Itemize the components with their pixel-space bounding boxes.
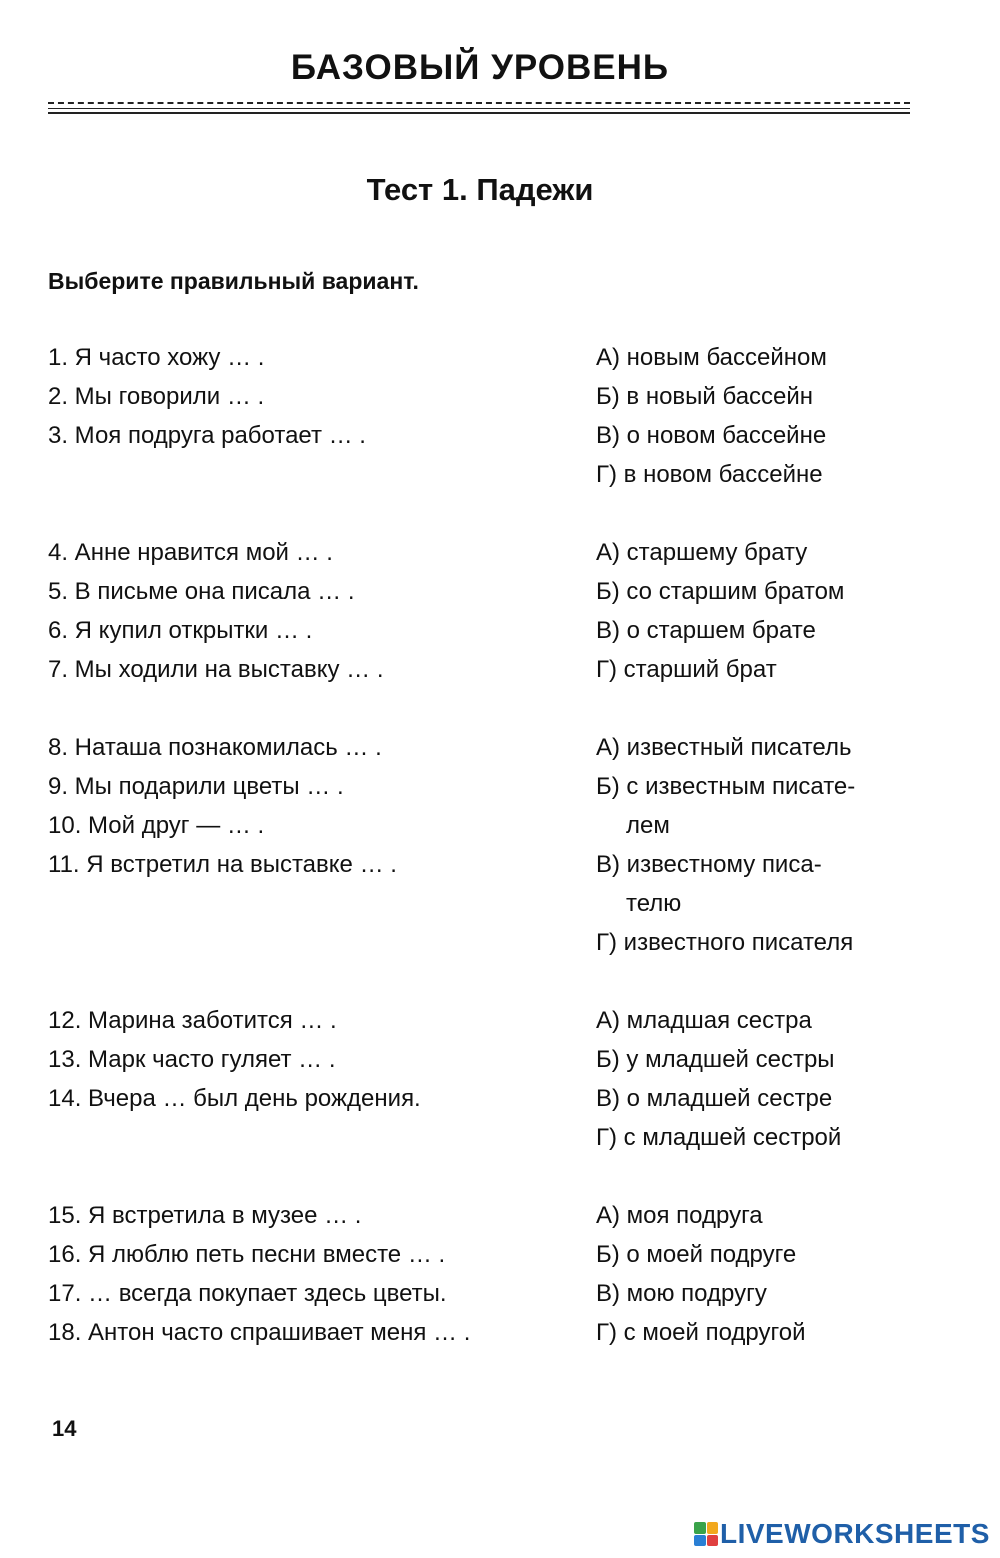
answer-option-text: Б) с известным писате- xyxy=(596,773,856,800)
answer-option[interactable]: А) моя подруга xyxy=(596,1202,763,1229)
header-rule-dashed xyxy=(48,102,910,104)
answer-option-text: В) известному писа- xyxy=(596,851,822,878)
answer-option[interactable]: Г) старший брат xyxy=(596,656,777,683)
test-title: Тест 1. Падежи xyxy=(366,172,594,207)
questions-list xyxy=(48,533,588,689)
answer-option[interactable]: Г) с моей подругой xyxy=(596,1319,806,1346)
liveworksheets-logo-icon xyxy=(694,1522,718,1546)
options-list xyxy=(596,728,926,962)
answer-option[interactable]: Г) с младшей сестрой xyxy=(596,1124,842,1151)
page-number: 14 xyxy=(52,1416,77,1441)
header-rule-thin xyxy=(48,108,910,109)
question-item: 12. Марина заботится … . xyxy=(48,1007,337,1034)
answer-option[interactable]: В) о старшем брате xyxy=(596,617,816,644)
question-item: 1. Я часто хожу … . xyxy=(48,344,265,371)
questions-list xyxy=(48,728,588,884)
questions-list xyxy=(48,338,588,455)
question-item: 15. Я встретила в музее … . xyxy=(48,1202,362,1229)
question-item: 13. Марк часто гуляет … . xyxy=(48,1046,336,1073)
logo-square xyxy=(707,1522,719,1534)
answer-option[interactable]: А) младшая сестра xyxy=(596,1007,812,1034)
answer-option[interactable] xyxy=(596,923,926,962)
page-header xyxy=(0,48,960,88)
question-item: 11. Я встретил на выставке … . xyxy=(48,851,397,878)
logo-square xyxy=(694,1522,706,1534)
answer-option[interactable]: Г) в новом бассейне xyxy=(596,461,823,488)
answer-option[interactable]: Б) со старшим братом xyxy=(596,578,845,605)
answer-option-continuation: лем xyxy=(626,812,670,839)
questions-list xyxy=(48,1001,588,1118)
question-item: 16. Я люблю петь песни вместе … . xyxy=(48,1241,446,1268)
liveworksheets-watermark xyxy=(694,1518,990,1550)
answer-option-text: Г) известного писателя xyxy=(596,929,854,956)
question-item: 5. В письме она писала … . xyxy=(48,578,355,605)
section-title: БАЗОВЫЙ УРОВЕНЬ xyxy=(290,48,670,87)
question-item: 10. Мой друг — … . xyxy=(48,812,265,839)
instruction: Выберите правильный вариант. xyxy=(48,268,419,294)
question-item: 3. Моя подруга работает … . xyxy=(48,422,366,449)
question-item: 9. Мы подарили цветы … . xyxy=(48,773,344,800)
options-list xyxy=(596,1196,926,1352)
answer-option-text: А) известный писатель xyxy=(596,734,852,761)
answer-option[interactable] xyxy=(596,845,926,923)
question-item: 6. Я купил открытки … . xyxy=(48,617,313,644)
question-item: 7. Мы ходили на выставку … . xyxy=(48,656,384,683)
logo-square xyxy=(707,1535,719,1547)
question-item: 2. Мы говорили … . xyxy=(48,383,265,410)
answer-option[interactable]: А) новым бассейном xyxy=(596,344,827,371)
options-list xyxy=(596,1001,926,1157)
answer-option[interactable]: Б) у младшей сестры xyxy=(596,1046,835,1073)
answer-option[interactable]: Б) о моей подруге xyxy=(596,1241,797,1268)
answer-option-continuation: телю xyxy=(626,890,682,917)
question-item: 4. Анне нравится мой … . xyxy=(48,539,333,566)
answer-option[interactable]: Б) в новый бассейн xyxy=(596,383,814,410)
logo-square xyxy=(694,1535,706,1547)
question-item: 18. Антон часто спрашивает меня … . xyxy=(48,1319,471,1346)
answer-option[interactable]: А) старшему брату xyxy=(596,539,808,566)
header-rule-thick xyxy=(48,112,910,114)
answer-option[interactable] xyxy=(596,728,926,767)
question-item: 17. … всегда покупает здесь цветы. xyxy=(48,1280,447,1307)
question-item: 8. Наташа познакомилась … . xyxy=(48,734,382,761)
question-item: 14. Вчера … был день рождения. xyxy=(48,1085,421,1112)
questions-list xyxy=(48,1196,588,1352)
answer-option[interactable] xyxy=(596,767,926,845)
watermark-text: LIVEWORKSHEETS xyxy=(720,1518,990,1549)
options-list xyxy=(596,533,926,689)
answer-option[interactable]: В) мою подругу xyxy=(596,1280,767,1307)
answer-option[interactable]: В) о младшей сестре xyxy=(596,1085,833,1112)
answer-option[interactable]: В) о новом бассейне xyxy=(596,422,827,449)
options-list xyxy=(596,338,926,494)
